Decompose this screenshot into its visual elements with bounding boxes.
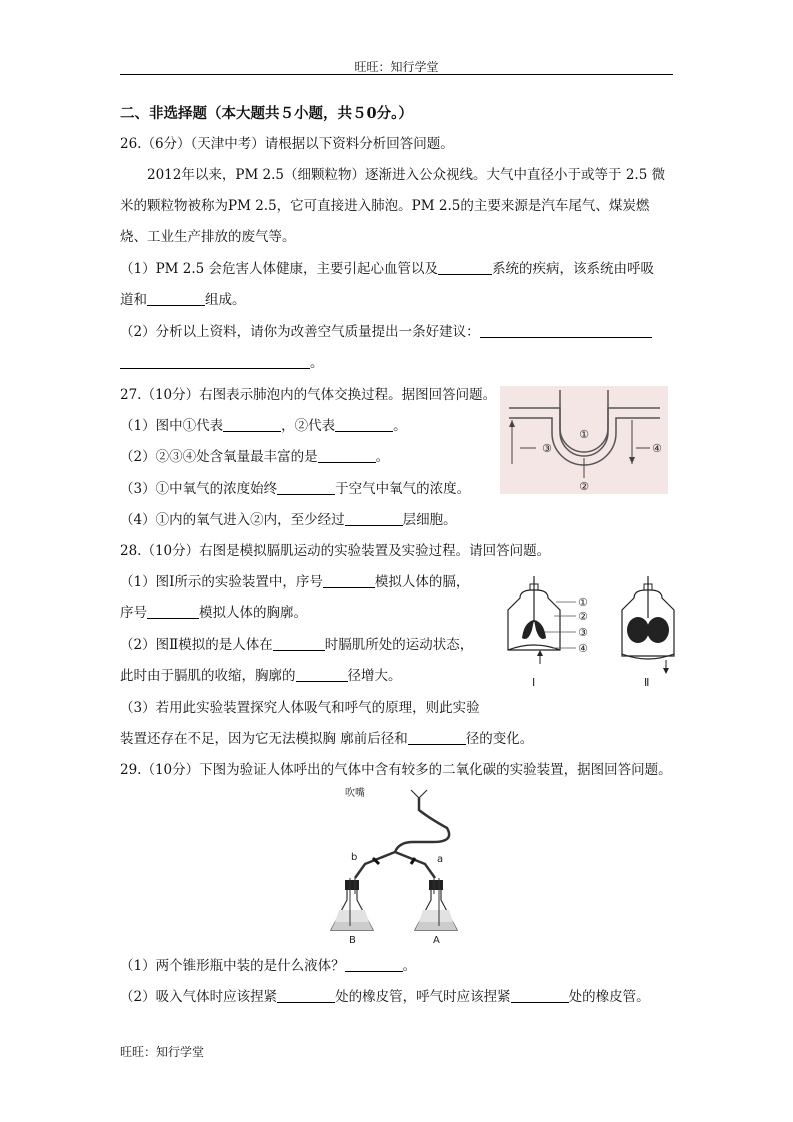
- answer-blank[interactable]: [345, 511, 403, 526]
- q26-part-1-cont: 道和 组成。: [120, 292, 246, 308]
- q28-part-2-cont: 此时由于膈肌的收缩，胸廓的 径增大。: [120, 668, 402, 684]
- answer-blank[interactable]: [318, 448, 376, 463]
- q28-part-2: （2）图Ⅱ模拟的是人体在 时膈肌所处的运动状态，: [120, 637, 474, 653]
- label-4: ④: [652, 442, 662, 455]
- figure-label-I: Ⅰ: [532, 676, 536, 689]
- q26-passage-line-1: 2012年以来，PM 2.5（细颗粒物）逐渐进入公众视线。大气中直径小于或等于 2.5 微: [147, 167, 666, 183]
- q26-passage-line-3: 烧、工业生产排放的废气等。: [120, 229, 296, 245]
- figure-label-II: Ⅱ: [644, 676, 650, 689]
- answer-blank[interactable]: [408, 730, 466, 745]
- q28-part-3-cont: 装置还存在不足，因为它无法模拟胸 廓前后径和 径的变化。: [120, 731, 534, 747]
- jar-label-3: ③: [578, 626, 588, 639]
- jar-label-1: ①: [578, 596, 588, 609]
- q28-part-1-cont: 序号 模拟人体的胸廓。: [120, 605, 307, 621]
- header-rule: [120, 74, 673, 75]
- q26-part-2: （2）分析以上资料，请你为改善空气质量提出一条好建议：: [120, 322, 652, 342]
- mouthpiece-label: 吹嘴: [345, 788, 365, 799]
- answer-blank[interactable]: [323, 573, 375, 588]
- rubber-tube-split: [355, 852, 435, 878]
- q27-stem: 27.（10分）右图表示肺泡内的气体交换过程。据图回答问题。: [120, 387, 497, 403]
- alveolus-figure: [500, 386, 668, 494]
- answer-blank[interactable]: [335, 417, 393, 432]
- q28-part-3: （3）若用此实验装置探究人体吸气和呼气的原理，则此实验: [120, 700, 480, 716]
- answer-blank[interactable]: [345, 957, 403, 972]
- section-title: 二、非选择题（本大题共５小题，共５0分。）: [120, 105, 413, 122]
- tube-label-b: b: [351, 852, 358, 863]
- page-header: 旺旺：知行学堂: [354, 60, 439, 74]
- flask-B: [331, 878, 373, 930]
- flask-label-A: A: [433, 935, 440, 946]
- answer-blank[interactable]: [438, 260, 492, 275]
- answer-blank[interactable]: [120, 354, 310, 369]
- answer-blank[interactable]: [277, 988, 335, 1003]
- q27-part-2: （2）②③④处含氧量最丰富的是 。: [120, 449, 390, 465]
- rubber-tube-main: [395, 798, 449, 852]
- q29-part-1: （1）两个锥形瓶中装的是什么液体？ 。: [120, 958, 417, 974]
- bell-jar-2: [622, 576, 674, 674]
- mouthpiece: [411, 790, 427, 798]
- q29-stem: 29.（10分）下图为验证人体呼出的气体中含有较多的二氧化碳的实验装置，据图回答问题。: [120, 762, 672, 778]
- q27-part-3: （3）①中氧气的浓度始终 于空气中氧气的浓度。: [120, 481, 471, 497]
- diaphragm-model-figure: [502, 572, 680, 692]
- answer-blank[interactable]: [273, 636, 325, 651]
- co2-apparatus-figure: [325, 784, 465, 946]
- jar-label-2: ②: [578, 610, 588, 623]
- q26-stem: 26.（6分）（天津中考）请根据以下资料分析回答问题。: [120, 136, 454, 152]
- q28-stem: 28.（10分）右图是模拟膈肌运动的实验装置及实验过程。请回答问题。: [120, 543, 551, 559]
- jar-label-4: ④: [578, 642, 588, 655]
- q26-passage-line-2: 米的颗粒物被称为PM 2.5，它可直接进入肺泡。PM 2.5的主要来源是汽车尾气、煤炭燃: [120, 198, 650, 214]
- answer-blank[interactable]: [147, 291, 205, 306]
- q28-part-1: （1）图Ⅰ所示的实验装置中，序号 模拟人体的膈，: [120, 574, 470, 590]
- bell-jar-1: [508, 576, 576, 664]
- answer-blank[interactable]: [296, 667, 348, 682]
- q27-part-1: （1）图中①代表 ，②代表 。: [120, 418, 407, 434]
- q26-part-2-cont: 。: [120, 353, 324, 373]
- q27-part-4: （4）①内的氧气进入②内，至少经过 层细胞。: [120, 512, 457, 528]
- page-footer: 旺旺：知行学堂: [120, 1045, 205, 1059]
- q26-part-1: （1）PM 2.5 会危害人体健康，主要引起心血管以及 系统的疾病，该系统由呼吸: [120, 261, 655, 277]
- label-3: ③: [542, 442, 552, 455]
- answer-blank[interactable]: [511, 988, 569, 1003]
- answer-blank[interactable]: [223, 417, 281, 432]
- flask-label-B: B: [349, 935, 356, 946]
- label-1: ①: [579, 428, 589, 441]
- tube-label-a: a: [437, 854, 444, 865]
- flask-A: [415, 878, 457, 930]
- answer-blank[interactable]: [480, 323, 652, 338]
- q29-part-2: （2）吸入气体时应该捏紧 处的橡皮管，呼气时应该捏紧 处的橡皮管。: [120, 989, 650, 1005]
- label-2: ②: [579, 480, 589, 493]
- answer-blank[interactable]: [277, 480, 335, 495]
- answer-blank[interactable]: [147, 604, 199, 619]
